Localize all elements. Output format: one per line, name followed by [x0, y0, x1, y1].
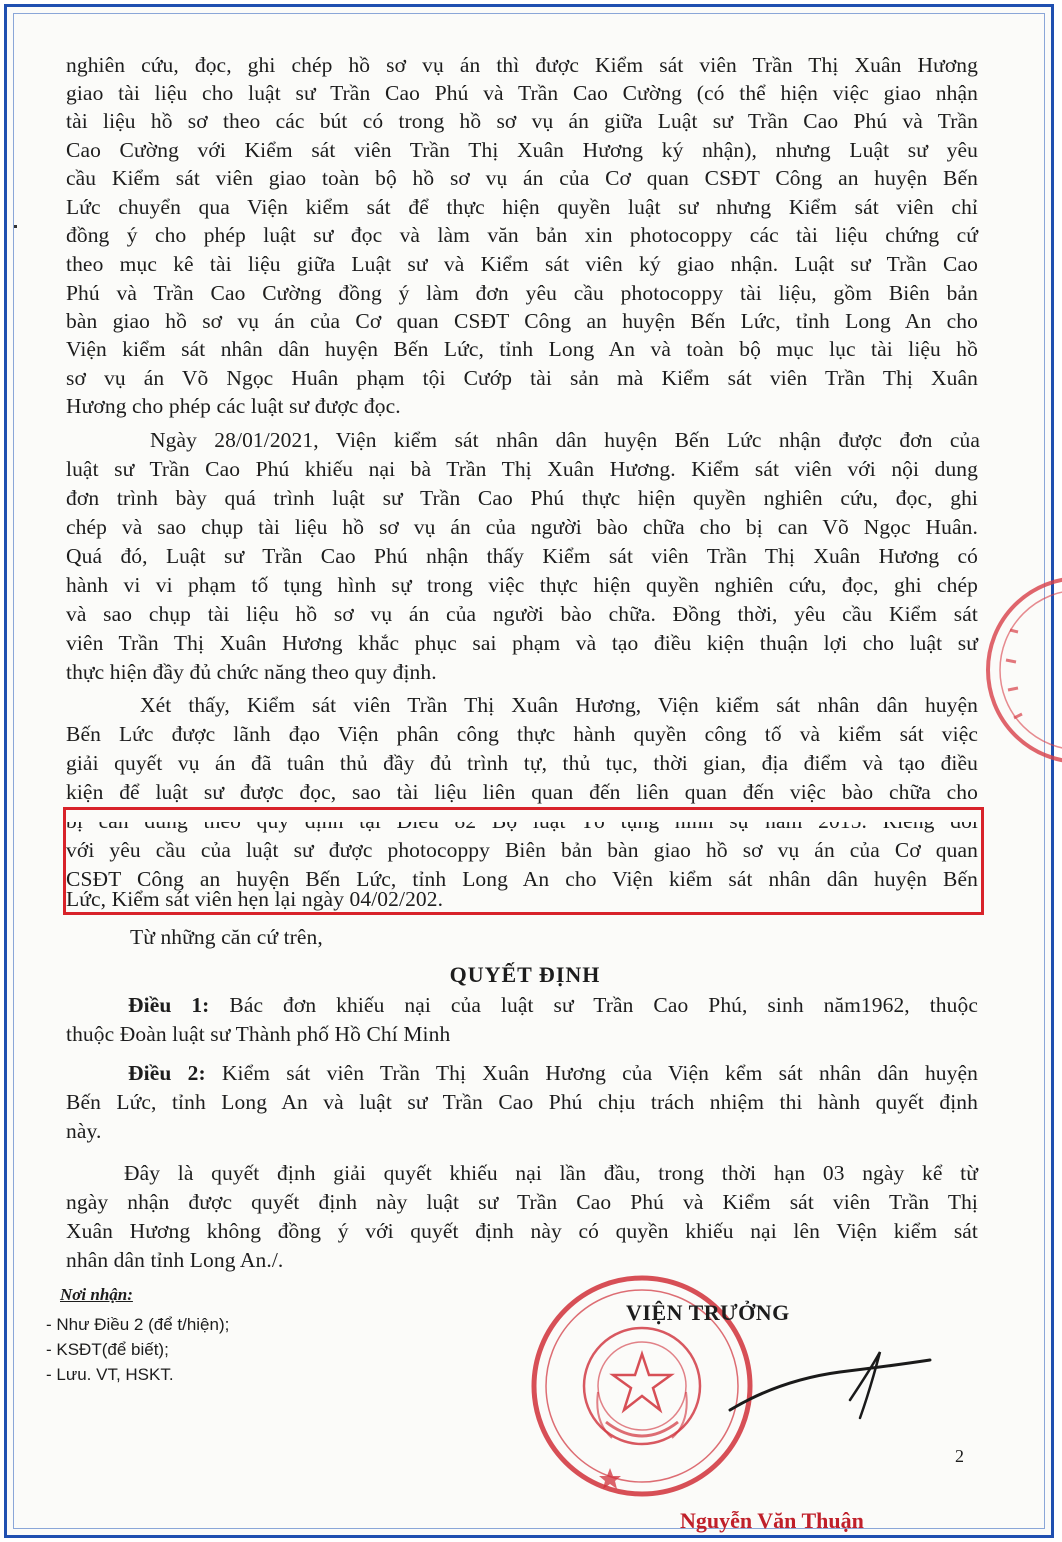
closing-line: Đây là quyết định giải quyết khiếu nại lần đầu, trong thời hạn 03 ngày kể từ: [124, 1161, 978, 1185]
partial-seal-icon: [980, 570, 1062, 770]
article-1-label: Điều 1:: [128, 993, 210, 1017]
recipient-item: - Như Điều 2 (để t/hiện);: [46, 1315, 230, 1334]
body-line: chép và sao chụp tài liệu hồ sơ vụ án của người bào chữa cho bị can Võ Ngọc Huân.: [66, 515, 978, 539]
body-line: CSĐT Công an huyện Bến Lức, tỉnh Long An cho Viện kiểm sát nhân dân huyện Bến: [66, 867, 978, 891]
body-line: Ngày 28/01/2021, Viện kiểm sát nhân dân huyện Bến Lức nhận được đơn của: [150, 428, 980, 452]
body-line: sơ vụ án Võ Ngọc Huân phạm tội Cướp tài sản mà Kiểm sát viên Trần Thị Xuân: [66, 366, 978, 390]
signer-name: Nguyễn Văn Thuận: [680, 1508, 864, 1533]
closing-line: nhân dân tỉnh Long An./.: [66, 1248, 284, 1272]
article-2-label: Điều 2:: [128, 1061, 206, 1085]
body-line: Lức chuyển qua Viện kiểm sát để thực hiện quyền luật sư nhưng Kiểm sát viên chỉ: [66, 195, 978, 219]
body-line: theo mục kê tài liệu giữa Luật sư và Kiểm sát viên ký giao nhận. Luật sư Trần Cao: [66, 252, 978, 276]
body-line: Phú và Trần Cao Cường đồng ý làm đơn yêu cầu photocoppy tài liệu, gồm Biên bản: [66, 281, 978, 305]
body-line: Viện kiểm sát nhân dân huyện Bến Lức, tỉnh Long An và toàn bộ mục lục tài liệu hồ: [66, 337, 978, 361]
article-2-text: Kiểm sát viên Trần Thị Xuân Hương của Viện kểm sát nhân dân huyện: [221, 1061, 978, 1085]
body-line: kiện để luật sư được đọc, sao tài liệu liên quan đến liên quan đến việc bào chữa cho: [66, 780, 978, 804]
scan-speck: [14, 225, 17, 228]
decision-heading: QUYẾT ĐỊNH: [449, 962, 601, 987]
body-line: luật sư Trần Cao Phú khiếu nại bà Trần Thị Xuân Hương. Kiểm sát viên với nội dung: [66, 457, 978, 481]
recipient-item: - KSĐT(để biết);: [46, 1340, 169, 1359]
signer-title: VIỆN TRƯỞNG: [626, 1300, 790, 1325]
article-2-line-3: này.: [66, 1119, 102, 1143]
body-line: giao tài liệu cho luật sư Trần Cao Phú và Trần Cao Cường (có thể hiện việc giao nhận: [66, 81, 978, 105]
article-2-line-2: Bến Lức, tỉnh Long An và luật sư Trần Cao Phú chịu trách nhiệm thi hành quyết định: [66, 1090, 978, 1114]
body-line: viên Trần Thị Xuân Hương khắc phục sai phạm và tạo điều kiện thuận lợi cho luật sư: [66, 631, 978, 655]
highlight-box: [63, 807, 984, 915]
page-number: 2: [955, 1446, 964, 1466]
recipient-item: - Lưu. VT, HSKT.: [46, 1365, 174, 1384]
body-line: Hương cho phép các luật sư được đọc.: [66, 394, 401, 418]
article-2-line: [128, 1060, 978, 1087]
body-line: và sao chụp tài liệu hồ sơ vụ án của người bào chữa. Đồng thời, yêu cầu Kiểm sát: [66, 602, 978, 626]
body-line: nghiên cứu, đọc, ghi chép hồ sơ vụ án thì được Kiểm sát viên Trần Thị Xuân Hương: [66, 53, 978, 77]
body-line: Từ những căn cứ trên,: [130, 925, 323, 949]
body-line: giải quyết vụ án đã tuân thủ đầy đủ trình tự, thủ tục, thời gian, địa điểm và tạo điều: [66, 751, 978, 775]
body-line: Quá đó, Luật sư Trần Cao Phú nhận thấy Kiểm sát viên Trần Thị Xuân Hương có: [66, 544, 978, 568]
article-1-line-2: thuộc Đoàn luật sư Thành phố Hồ Chí Minh: [66, 1022, 451, 1046]
body-line: đồng ý cho phép luật sư đọc và làm văn bản xin photocoppy các tài liệu chứng cứ: [66, 223, 978, 247]
recipients-title: Nơi nhận:: [60, 1285, 133, 1304]
body-line: thực hiện đầy đủ chức năng theo quy định.: [66, 660, 437, 684]
closing-line: Xuân Hương không đồng ý với quyết định này có quyền khiếu nại lên Viện kiểm sát: [66, 1219, 978, 1243]
body-line: Bến Lức được lãnh đạo Viện phân công thực hành quyền công tố và kiểm sát việc: [66, 722, 978, 746]
body-line: đơn trình bày quá trình luật sư Trần Cao Phú thực hiện quyền nghiên cứu, đọc, ghi: [66, 486, 978, 510]
body-line: Xét thấy, Kiểm sát viên Trần Thị Xuân Hương, Viện kiểm sát nhân dân huyện: [140, 693, 978, 717]
body-line: hành vi vi phạm tố tụng hình sự trong việc thực hiện quyền nghiên cứu, đọc, ghi chép: [66, 573, 978, 597]
body-line: bàn giao hồ sơ vụ án của Cơ quan CSĐT Công an huyện Bến Lức, tỉnh Long An cho: [66, 309, 978, 333]
body-line: cầu Kiểm sát viên giao toàn bộ hồ sơ vụ án của Cơ quan CSĐT Công an huyện Bến: [66, 166, 978, 190]
article-1-line: [128, 992, 978, 1019]
handwritten-signature-icon: [720, 1340, 950, 1430]
body-line: với yêu cầu của luật sư được photocoppy Biên bản bàn giao hồ sơ vụ án của Cơ quan: [66, 838, 978, 862]
closing-line: ngày nhận được quyết định này luật sư Trần Cao Phú và Kiểm sát viên Trần Thị: [66, 1190, 978, 1214]
article-1-text: Bác đơn khiếu nại của luật sư Trần Cao Phú, sinh năm1962, thuộc: [229, 993, 978, 1017]
body-line: Lức, Kiểm sát viên hẹn lại ngày 04/02/202.: [66, 887, 444, 911]
body-line: tài liệu hồ sơ theo các bút có trong hồ sơ vụ án giữa Luật sư Trần Cao Phú và Trần: [66, 109, 978, 133]
body-line: Cao Cường với Kiểm sát viên Trần Thị Xuân Hương ký nhận), nhưng Luật sư yêu: [66, 138, 978, 162]
